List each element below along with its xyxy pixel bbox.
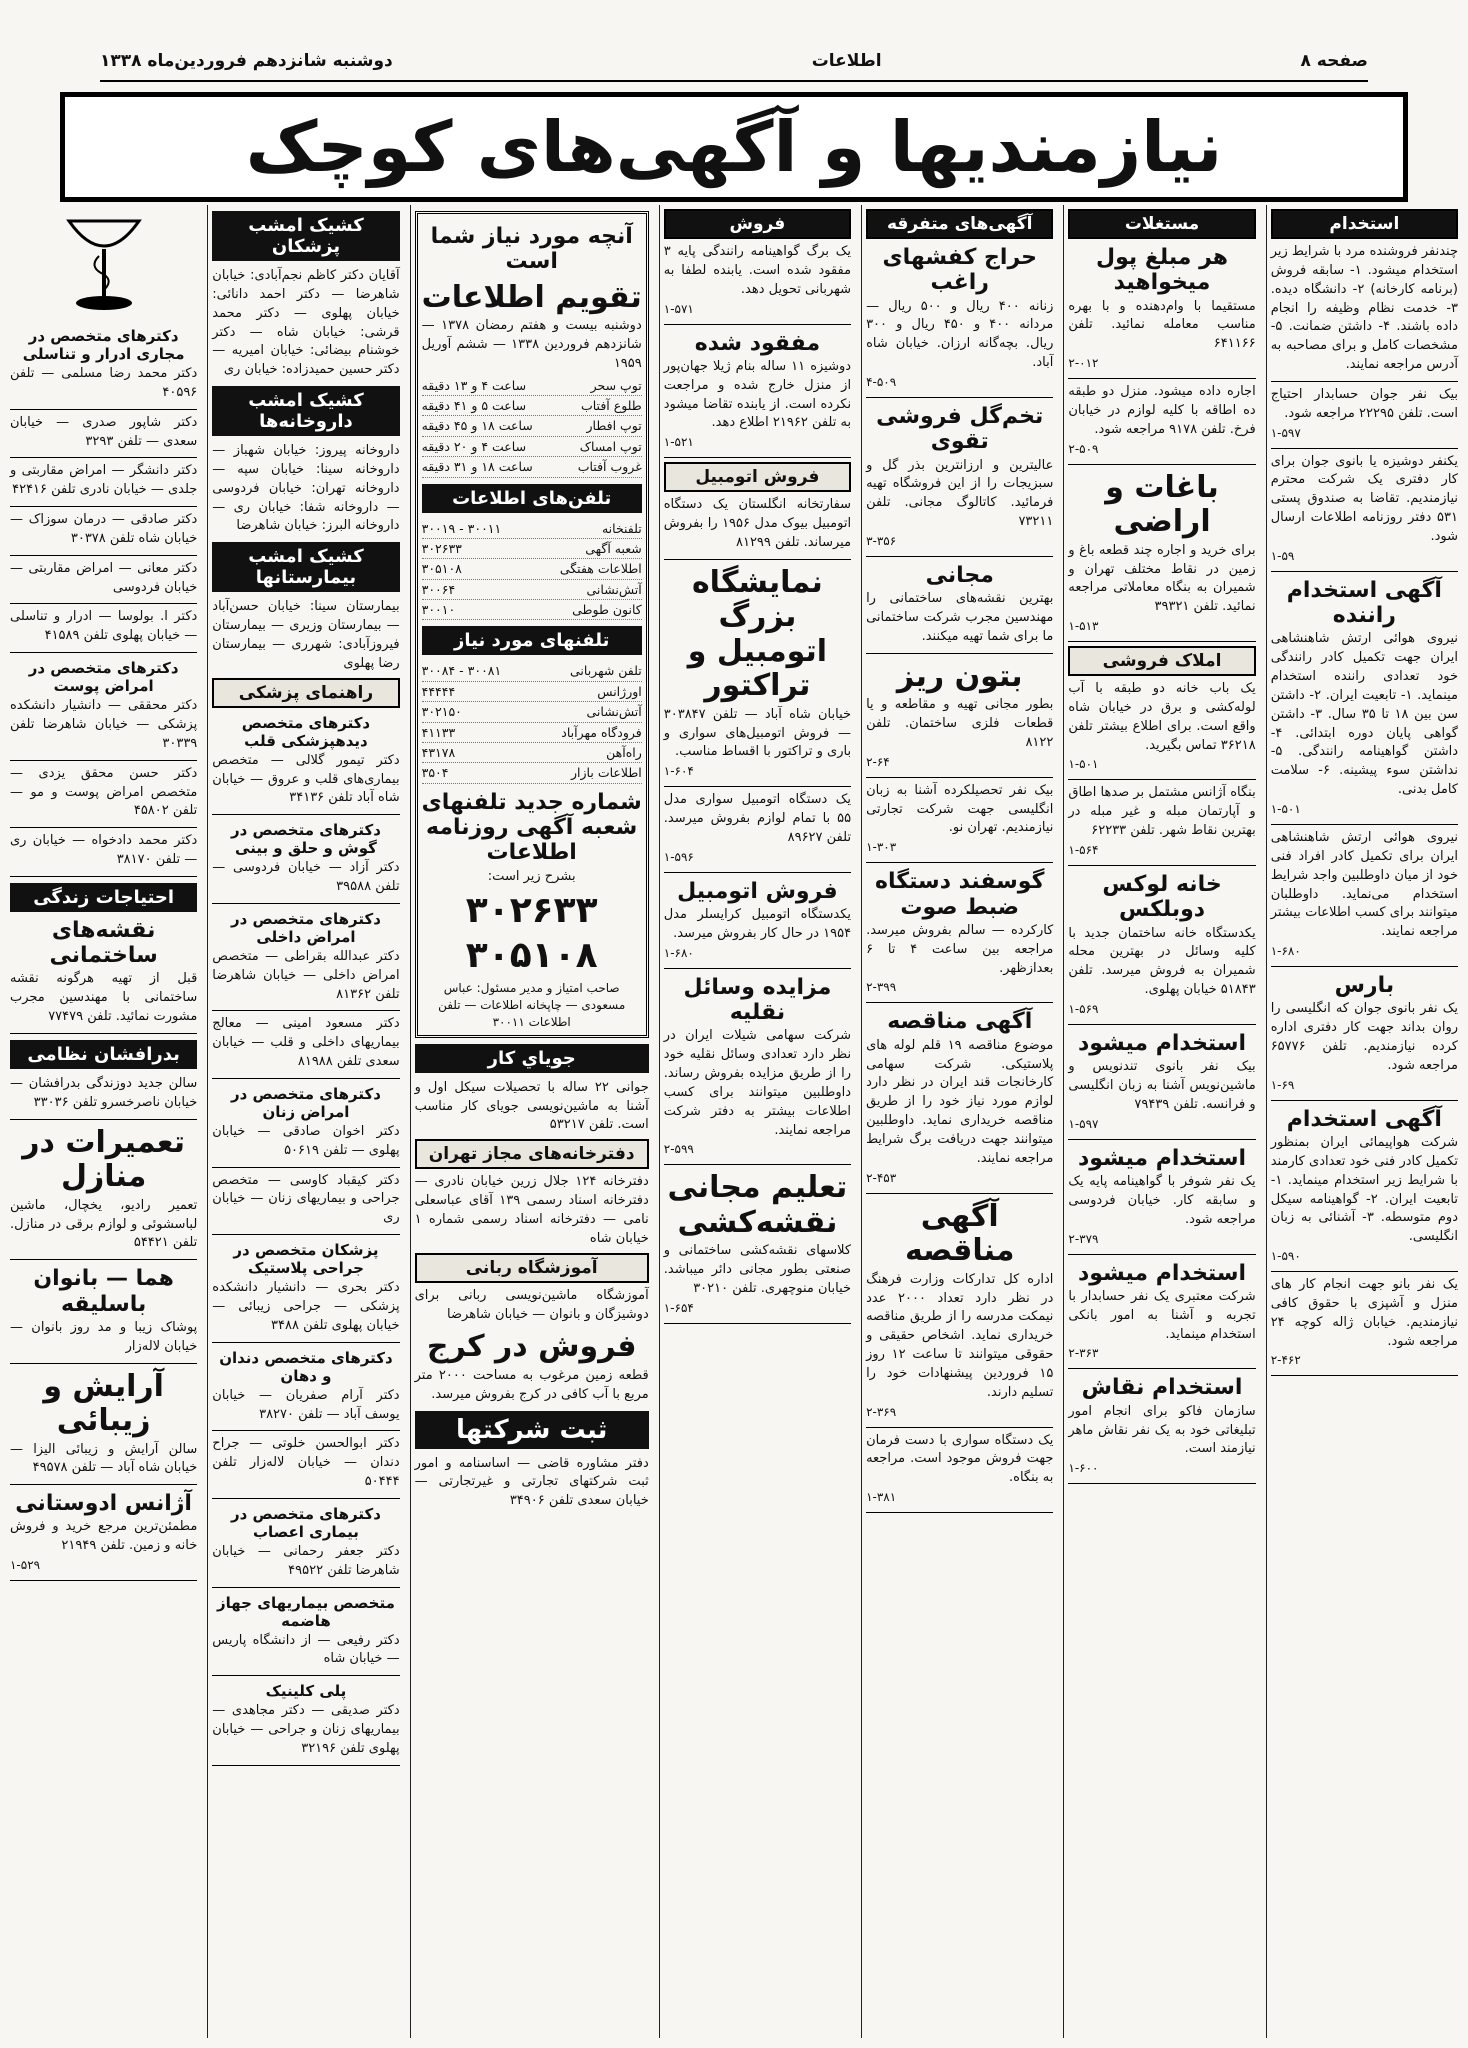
time-row: توپ سحر ساعت ۴ و ۱۳ دقیقه xyxy=(422,376,642,396)
ad-body: بیک نفر تحصیلکرده آشنا به زبان انگلیسی جهت شرکت تجارتی نیازمندیم. تهران نو. xyxy=(866,782,1054,836)
pharmacies-body: داروخانه پیروز: خیابان شهباز — داروخانه سینا: خیابان سپه — داروخانه تهران: خیابان فردوسی — داروخانه شفا: خیابان ری — داروخانه البرز: خیابان شاهرضا xyxy=(212,443,400,534)
ad-title: آگهی استخدام راننده xyxy=(1286,577,1442,629)
job-seekers-heading: جوياي كار xyxy=(415,1044,649,1073)
ad-code: ۳-۳۵۶ xyxy=(866,533,897,548)
ad-body: پوشاک زیبا و مد روز بانوان — خیابان لاله‌زار xyxy=(9,1319,198,1354)
ad-code: ۲-۴۵۳ xyxy=(866,1170,897,1185)
doctor-ad xyxy=(212,1594,399,1677)
ad-body: یکنفر دوشیزه یا بانوی جوان برای کار دفتری یک شرکت محترم نیازمندیم. تقاضا به صندوق پستی ۵۳۱ دفتر روزنامه اطلاعات ارسال شود. xyxy=(1270,453,1458,544)
issue-date: دوشنبه شانزدهم فروردین‌ماه ۱۳۳۸ xyxy=(100,51,393,71)
ad-body: خیابان شاه آباد — تلفن ۳۰۳۸۴۷ — فروش اتومبیل‌های سواری و باری و تراکتور با اقساط مناسب. xyxy=(663,706,852,760)
ad-body: دکتر دانشگر — امراض مقاربتی و جلدی — خیابان نادری تلفن ۴۲۴۱۶ xyxy=(9,463,198,498)
ad-body: کلاسهای نقشه‌کشی ساختمانی و صنعتی بطور مجانی دائر میباشد. خیابان منوچهری. تلفن ۳۰۲۱۰ xyxy=(663,1243,852,1297)
doctor-ad xyxy=(10,511,197,556)
ad-body: بیک نفر جوان حسابدار احتیاج است. تلفن ۲۲۲۹۵ مراجعه شود. xyxy=(1270,386,1458,421)
ad-code: ۲-۰۱۲ xyxy=(1068,356,1099,371)
ad-code: ۱-۳۸۱ xyxy=(866,1490,897,1505)
ad-body: شرکت هواپیمائی ایران بمنظور تکمیل کادر فنی خود تعدادی کارمند با شرایط زیر استخدام مینماید. ۱- تابعیت ایران. ۲- گواهینامه سیکل دوم متوسطه. ۳- آشنائی به زبان انگلیسی. xyxy=(1270,1135,1458,1245)
publisher-note: صاحب امتیاز و مدیر مسئول: عباس مسعودی — چاپخانه اطلاعات — تلفن اطلاعات ۳۰۰۱۱ xyxy=(438,981,626,1029)
ad-code: ۱-۵۰۱ xyxy=(1270,802,1301,816)
doctor-category: دکترهای متخصص دیدهپزشکی قلب xyxy=(241,713,371,750)
phone-row: آتش‌نشانی ۳۰۲۱۵۰ xyxy=(422,702,642,722)
classified-ad xyxy=(1271,386,1458,449)
ad-body: نیروی هوائی ارتش شاهنشاهی ایران جهت تکمیل کادر رانندگی خود تعدادی راننده استخدام مینماید. ۱- تابعیت ایران. ۲- داشتن سن بین ۱۸ تا ۳۵ سال. ۳- داشتن گواهی پایان دوره ابتدائی. ۴- داشتن گواهینامه رانندگی. ۵- نداشتن سوء پیشینه. ۶- سلامت کامل بدنی. xyxy=(1270,631,1459,798)
ad-title: حراج کفشهای راغب xyxy=(882,245,1037,296)
registration-body: دفتر مشاوره قاضی — اساسنامه و امور ثبت شرکتهای تجارتی و غیرتجارتی — خیابان سعدی تلفن ۳۴۹۰۶ xyxy=(414,1455,649,1509)
section-banner xyxy=(60,92,1408,202)
ad-body: زنانه ۴۰۰ ریال و ۵۰۰ ریال — مردانه ۴۰۰ و ۴۵۰ ریال و ۳۰۰ ریال. بچه‌گانه ارزان. خیابان شاه آباد. xyxy=(866,298,1054,371)
time-row: طلوع آفتاب ساعت ۵ و ۴۱ دقیقه xyxy=(422,396,642,416)
classified-ad xyxy=(1068,383,1255,465)
ad-body: یکدستگاه خانه ساختمان جدید با کلیه وسائل در بهترین محله شمیران به فروش میرسد. تلفن ۵۱۸۴۳ خیابان پهلوی. xyxy=(1068,925,1256,998)
ad-body: دکتر محمد دادخواه — خیابان ری — تلفن ۳۸۱۷۰ xyxy=(9,833,198,868)
classified-ad xyxy=(1068,1261,1255,1370)
doctor-category: پلی کلینیک xyxy=(265,1682,347,1701)
classified-ad xyxy=(866,782,1053,864)
ad-body: دکتر اخوان صادقی — خیابان پهلوی — تلفن ۵۰۶۱۹ xyxy=(212,1123,400,1158)
ad-body: سالن آرایش و زیبائی الیزا — خیابان شاه آباد — تلفن ۴۹۵۷۸ xyxy=(9,1441,198,1476)
newspaper-phones xyxy=(422,519,642,621)
doctor-ad xyxy=(212,910,399,1012)
column-employment xyxy=(1266,205,1462,2038)
ad-body: بطور مجانی تهیه و مقاطعه و یا قطعات فلزی ساختمان. تلفن ۸۱۲۲ xyxy=(866,697,1054,750)
doctor-ad xyxy=(212,821,399,904)
ad-title: نقشه‌های ساختمانی xyxy=(49,917,158,969)
ad-body: بیک نفر بانوی تندنویس و ماشین‌نویس آشنا به زبان انگلیسی و فرانسه. تلفن ۷۹۴۳۹ xyxy=(1068,1059,1256,1112)
ad-code: ۱-۵۹ xyxy=(1270,548,1295,563)
ad-code: ۱-۶۵۴ xyxy=(663,1300,694,1315)
classified-ad xyxy=(1271,973,1458,1101)
phone-row: راه‌آهن ۴۳۱۷۸ xyxy=(422,743,642,763)
school-heading: آموزشگاه ربانی xyxy=(415,1253,649,1283)
ad-code: ۴-۵۰۹ xyxy=(866,374,897,389)
columns xyxy=(6,205,1462,2038)
ad-body: شرکت معتبری یک نفر حسابدار با تجربه و آشنا به امور بانکی استخدام مینماید. xyxy=(1068,1288,1256,1342)
phone-number-2: ۳۰۵۱۰۸ xyxy=(465,935,598,977)
ad-body: سازمان فاکو برای انجام امور تبلیغاتی خود به یک نفر نقاش ماهر نیازمند است. xyxy=(1068,1403,1256,1457)
ad-body: چندنفر فروشنده مرد با شرایط زیر استخدام میشود. ۱- سابقه فروش (برنامه کارخانه) ۲- دانشگاه دیده. ۳- خدمت نظام وظیفه را انجام داده باشند. ۴- داشتن ضمانت. ۵- مشخصات کامل و برای مصاحبه به آدرس مراجعه نمایند. xyxy=(1270,244,1458,373)
school-body: آموزشگاه ماشین‌نویسی ربانی برای دوشیزگان و بانوان — خیابان شاهرضا xyxy=(414,1287,649,1322)
classified-ad xyxy=(1271,1276,1458,1376)
ad-title: استخدام میشود xyxy=(1077,1030,1247,1056)
phone-number-1: ۳۰۲۶۳۳ xyxy=(465,890,598,932)
ad-body: مطمئن‌ترین مرجع خرید و فروش خانه و زمین. تلفن ۲۱۹۴۹ xyxy=(9,1519,198,1554)
doctor-ad xyxy=(10,608,197,653)
ad-code: ۱-۳۰۳ xyxy=(866,840,897,855)
ad-title: آگهی مناقصه xyxy=(904,1198,1015,1269)
ad-title: آگهی استخدام xyxy=(1286,1106,1442,1132)
box-title: آنچه مورد نیاز شما است xyxy=(430,224,633,275)
doctor-ad xyxy=(212,1505,399,1588)
doctors-heading: کشیک امشب پزشکان xyxy=(212,211,399,261)
doctor-ad xyxy=(212,714,399,816)
ad-title: فروش اتومبیل xyxy=(677,878,838,904)
classified-ad xyxy=(866,869,1053,1003)
sub-section-heading: احتیاجات زندگی xyxy=(10,883,197,912)
new-numbers-note: بشرح زیر است: xyxy=(487,868,576,884)
ad-body: نیروی هوائی ارتش شاهنشاهی ایران برای تکمیل کادر افراد فنی خود از میان داوطلبین واجد شرایط استخدام می‌نماید. داوطلبان میتوانند برای کسب اطلاعات بیشتر مراجعه نمایند. xyxy=(1270,830,1458,940)
needed-phones-heading: تلفنهای مورد نیاز xyxy=(422,626,642,655)
ad-body: یکدستگاه اتومبیل کرایسلر مدل ۱۹۵۴ در حال کار بفروش میرسد. xyxy=(663,907,852,941)
phones-heading: تلفن‌های اطلاعات xyxy=(422,484,642,513)
ad-title: آرایش و زیبائی xyxy=(43,1368,164,1438)
phone-row: تلفن شهربانی ۳۰۰۸۱ - ۳۰۰۸۴ xyxy=(422,661,642,681)
classified-ad xyxy=(664,791,851,873)
doctors-body: آقایان دکتر کاظم نجم‌آبادی: خیابان شاهرضا — دکتر احمد دانائی: خیابان پهلوی — دکتر محمد قرشی: خیابان شاه — دکتر خوشنام بیضائی: خیابان امیریه — دکتر حسین حمیدزاده: خیابان ری xyxy=(212,268,400,378)
ad-body: سالن جدید دوزندگی بدرافشان — خیابان ناصرخسرو تلفن ۳۳۰۳۶ xyxy=(9,1076,198,1110)
classified-ad xyxy=(1068,471,1255,642)
pharmacies-heading: کشیک امشب داروخانه‌ها xyxy=(212,386,399,436)
ad-body: یک باب خانه دو طبقه با آب لوله‌کشی و برق در خیابان شاه واقع است. برای اطلاع بیشتر تلفن ۳۶۲۱۸ تماس بگیرید. xyxy=(1068,681,1256,753)
ad-body: شرکت سهامی شیلات ایران در نظر دارد تعدادی وسائل نقلیه خود را از طریق مزایده بفروش رساند. داوطلبین میتوانند برای کسب اطلاعات بیشتر به دفتر شرکت مراجعه نمایند. xyxy=(663,1028,852,1138)
phone-row: اطلاعات بازار ۳۵۰۴ xyxy=(422,763,642,783)
calendar-title: تقویم اطلاعات xyxy=(421,279,642,315)
doctor-ad xyxy=(212,1435,399,1499)
classified-ad xyxy=(866,1200,1053,1428)
registration-heading: ثبت شرکتها xyxy=(415,1411,649,1449)
ad-title: تعمیرات در منازل xyxy=(22,1124,186,1195)
doctor-ad xyxy=(10,462,197,507)
doctor-category: دکترهای متخصص در مجاری ادرار و تناسلی xyxy=(22,327,185,363)
ad-body: اجاره داده میشود. منزل دو طبقه ده اطاقه با کلیه لوازم در خیابان فرخ. تلفن ۹۱۷۸ مراجعه شود. xyxy=(1068,384,1256,437)
doctor-ad xyxy=(212,1085,399,1168)
goblet-icon xyxy=(29,211,179,321)
sell-heading: فروش در کرج xyxy=(426,1329,637,1365)
ad-code: ۲-۵۰۹ xyxy=(1068,441,1099,456)
phone-row: کانون طوطی ۳۰۰۱۰ xyxy=(422,600,642,620)
ad-code: ۲-۳۶۹ xyxy=(866,1404,897,1419)
column-misc xyxy=(861,205,1057,2038)
ad-title: مجانی xyxy=(925,562,994,588)
ad-body: یک نفر بانو جهت انجام کار های منزل و آشپزی با حقوق کافی نیازمندیم. خیابان ژاله کوچه ۲۴ مراجعه شود. xyxy=(1270,1277,1458,1349)
daily-info-box xyxy=(415,211,649,1038)
job-seekers-body: جوانی ۲۲ ساله با تحصیلات سیکل اول و آشنا به ماشین‌نویسی جویای کار مناسب است. تلفن ۵۳۲۱۷ xyxy=(414,1079,649,1133)
classified-ad xyxy=(1271,829,1458,967)
phone-row: شعبه آگهی ۳۰۲۶۳۳ xyxy=(422,539,642,559)
classified-ad xyxy=(866,1009,1053,1193)
hospitals-heading: کشیک امشب بیمارستانها xyxy=(212,542,399,592)
ad-body: یک نفر شوفر با گواهینامه پایه یک و سابقه کار. خیابان فردوسی مراجعه شود. xyxy=(1068,1174,1256,1227)
ad-code: ۱-۵۱۳ xyxy=(1068,619,1099,634)
classified-ad xyxy=(1068,784,1255,866)
ad-body: دکتر آزاد — خیابان فردوسی — تلفن ۳۹۵۸۸ xyxy=(212,860,400,895)
ad-body: دکتر صادقی — درمان سوزاک — خیابان شاه تلفن ۳۰۳۷۸ xyxy=(9,512,198,546)
classified-ad xyxy=(866,660,1053,778)
classified-ad xyxy=(664,1171,851,1324)
ad-body: تعمیر رادیو، یخچال، ماشین لباسشوئی و لوازم برقی در منازل. تلفن ۵۴۴۲۱ xyxy=(9,1197,198,1251)
ad-code: ۱-۵۶۹ xyxy=(1068,1001,1099,1016)
sub-section-heading: املاک فروشی xyxy=(1068,646,1255,676)
sell-body: قطعه زمین مرغوب به مساحت ۲۰۰۰ متر مربع با آب کافی در کرج بفروش میرسد. xyxy=(414,1367,649,1402)
classified-ad xyxy=(664,243,851,325)
medical-guide-logo xyxy=(10,211,197,321)
ad-body: دکتر معانی — امراض مقاربتی — خیابان فردوسی xyxy=(9,560,198,595)
ad-body: دکتر رفیعی — از دانشگاه پاریس — خیابان شاه xyxy=(212,1632,400,1667)
ad-body: اداره کل تدارکات وزارت فرهنگ در نظر دارد تعداد ۲۰۰۰ عدد نیمکت مدرسه را از طریق مناقصه خریداری نماید. اشخاص حقیقی و حقوقی میتوانند تا ساعت ۱۲ روز ۱۵ فروردین پیشنهادات خود را تسلیم دارند. xyxy=(866,1271,1054,1400)
ad-body: دکتر شاپور صدری — خیابان سعدی — تلفن ۳۲۹۳ xyxy=(9,414,198,449)
ad-body: دکتر حسن محقق یزدی — متخصص امراض پوست و مو — تلفن ۴۵۸۰۲ xyxy=(9,765,198,819)
classified-ad xyxy=(664,975,851,1166)
doctor-ad xyxy=(10,659,197,761)
classified-ad xyxy=(664,462,851,560)
doctor-ad xyxy=(212,1015,399,1079)
classified-ad xyxy=(866,245,1053,398)
ad-code: ۲-۳۹۹ xyxy=(866,980,897,995)
classified-ad xyxy=(10,1266,197,1363)
ad-body: دکتر محققی — دانشیار دانشکده پزشکی — خیابان شاهرضا تلفن ۳۰۳۳۹ xyxy=(9,698,198,751)
ad-body: دکتر تیمور گلالی — متخصص بیماری‌های قلب و عروق — خیابان شاه آباد تلفن ۳۴۱۳۶ xyxy=(212,752,400,806)
ad-title: باغات و اراضی xyxy=(1105,469,1219,540)
notary-body: دفترخانه ۱۲۴ جلال زرین خیابان نادری — دفترخانه اسناد رسمی ۱۳۹ آقای عباسعلی نامی — دفترخانه اسناد رسمی شماره ۱ خیابان شاه xyxy=(414,1174,649,1246)
ad-code: ۲-۳۶۳ xyxy=(1068,1346,1099,1361)
ad-body: دکتر مسعود امینی — معالج بیماریهای داخلی و قلب — خیابان سعدی تلفن ۸۱۹۸۸ xyxy=(212,1016,400,1070)
classified-ad xyxy=(10,1040,197,1120)
column-sales xyxy=(659,205,855,2038)
classified-ad xyxy=(1068,646,1255,780)
banner-title: نیازمندیها و آگهی‌های کوچک xyxy=(245,106,1223,188)
classified-ad xyxy=(1271,243,1458,382)
ad-code: ۱-۵۷۱ xyxy=(663,301,694,316)
doctor-ad xyxy=(212,1241,399,1343)
phone-row: اورژانس ۴۴۴۴۴ xyxy=(422,682,642,702)
column-real-estate xyxy=(1063,205,1259,2038)
ad-title: استخدام نقاش xyxy=(1081,1375,1243,1401)
classified-ad xyxy=(1068,1375,1255,1484)
ad-code: ۲-۶۴ xyxy=(866,754,890,769)
ad-body: یک دستگاه سواری با دست فرمان جهت فروش موجود است. مراجعه به بنگاه. xyxy=(866,1432,1054,1486)
ad-body: دکتر کیقباد کاوسی — متخصص جراحی و بیماریهای زنان — خیابان ری xyxy=(212,1172,400,1226)
ad-title: نمایشگاه بزرگ اتومبیل و تراکتور xyxy=(687,564,828,704)
ad-body: کارکرده — سالم بفروش میرسد. مراجعه بین ساعت ۴ تا ۶ بعدازظهر. xyxy=(866,922,1054,976)
sub-section-heading: بدرافشان نظامی xyxy=(10,1040,197,1069)
doctor-ad xyxy=(212,1682,399,1766)
ad-body: عالیترین و ارزانترین بذر گل و سبزیجات را از این فروشگاه تهیه فرمائید. کاتالوگ مجانی. تلفن ۷۳۲۱۱ xyxy=(866,457,1054,530)
ad-title: تعلیم مجانی نقشه‌کشی xyxy=(667,1170,848,1240)
section-heading: راهنمای پزشکی xyxy=(212,678,399,708)
ad-title: تخم‌گل فروشی تقوی xyxy=(876,403,1044,455)
ad-body: بنگاه آژانس مشتمل بر صدها اطاق و آپارتمان مبله و غیر مبله در بهترین نقاط شهر. تلفن ۶۲۲۳۳ xyxy=(1068,785,1256,839)
classified-ad xyxy=(664,331,851,459)
doctor-ad xyxy=(10,765,197,829)
ad-title: استخدام میشود xyxy=(1077,1145,1247,1171)
new-numbers-title: شماره جدید تلفنهای شعبه آگهی روزنامه اطلاعات xyxy=(421,789,642,866)
notary-heading: دفترخانه‌های مجاز تهران xyxy=(415,1139,649,1169)
ad-body: دکتر صدیقی — دکتر مجاهدی — بیماریهای زنان و جراحی — خیابان پهلوی تلفن ۳۲۱۹۶ xyxy=(212,1703,400,1756)
ad-body: قبل از تهیه هرگونه نقشه ساختمانی با مهندسین مجرب مشورت نمائید. تلفن ۷۷۴۷۹ xyxy=(9,971,198,1025)
section-heading: آگهی‌های متفرقه xyxy=(866,209,1053,239)
classified-ad xyxy=(10,1491,197,1581)
ad-title: گوسفند دستگاه ضبط صوت xyxy=(875,869,1045,920)
ad-body: دکتر بحری — دانشیار دانشکده پزشکی — جراحی زیبائی — خیابان پهلوی تلفن ۳۴۸۸ xyxy=(212,1280,400,1333)
doctor-category: دکترهای متخصص در امراض زنان xyxy=(231,1084,381,1121)
page-number: صفحه ۸ xyxy=(1300,51,1368,71)
time-row: توپ افطار ساعت ۱۸ و ۴۵ دقیقه xyxy=(422,416,642,436)
ad-body: یک برگ گواهینامه رانندگی پایه ۳ مفقود شده است. یابنده لطفا به شهربانی تحویل دهد. xyxy=(663,244,852,297)
ad-title: آگهی مناقصه xyxy=(887,1009,1033,1035)
phone-row: تلفنخانه ۳۰۰۱۱ - ۳۰۰۱۹ xyxy=(422,519,642,539)
classified-ad xyxy=(1068,245,1255,379)
ad-code: ۱-۵۹۷ xyxy=(1068,1116,1099,1131)
section-heading: استخدام xyxy=(1271,209,1458,239)
classified-ad xyxy=(866,404,1053,557)
classified-ad xyxy=(664,566,851,788)
sub-section-heading: فروش اتومبیل xyxy=(664,462,851,492)
ad-code: ۱-۵۶۴ xyxy=(1068,842,1099,857)
ad-body: دوشیزه ۱۱ ساله بنام ژیلا جهان‌پور از منزل خارج شده و مراجعت نکرده است. از یابنده تقاضا میشود به تلفن ۲۱۹۶۲ اطلاع دهد. xyxy=(663,358,852,431)
doctor-category: دکترهای متخصص در امراض پوست xyxy=(28,659,179,696)
ad-code: ۱-۵۲۱ xyxy=(663,435,694,450)
time-row: توپ امساک ساعت ۴ و ۲۰ دقیقه xyxy=(422,437,642,457)
ad-body: دکتر آرام صفریان — خیابان یوسف آباد — تلفن ۳۸۲۷۰ xyxy=(212,1387,400,1422)
doctor-ad xyxy=(212,1349,399,1432)
ad-body: دکتر جعفر رحمانی — خیابان شاهرضا تلفن ۴۹۵۲۲ xyxy=(212,1543,400,1578)
phone-row: فرودگاه مهرآباد ۴۱۱۳۳ xyxy=(422,723,642,743)
ad-body: برای خرید و اجاره چند قطعه باغ و زمین در نقاط مختلف تهران و شمیران به بنگاه معاملاتی مراجعه نمائید. تلفن ۳۹۳۲۱ xyxy=(1068,542,1256,615)
column-medical-guide xyxy=(6,205,201,2038)
ad-body: دکتر ابوالحسن خلوتی — جراح دندان — خیابان لاله‌زار تلفن ۵۰۴۴۴ xyxy=(212,1436,400,1490)
ad-title: هر مبلغ پول میخواهید xyxy=(1096,245,1229,296)
ad-body: مستقیما با وام‌دهنده و با بهره مناسب معامله نمائید. تلفن ۶۴۱۱۶۶ xyxy=(1068,298,1256,352)
ad-code: ۱-۵۹۰ xyxy=(1270,1249,1301,1264)
needed-phones xyxy=(422,661,642,783)
ad-title: بارس xyxy=(1334,973,1395,999)
section-heading: فروش xyxy=(664,209,851,239)
ad-code: ۱-۶۸۰ xyxy=(1270,944,1301,959)
ad-code: ۱-۵۲۹ xyxy=(9,1558,41,1573)
classified-ad xyxy=(1271,453,1458,572)
ad-body: یک نفر بانوی جوان که انگلیسی را روان بداند جهت کار دفتری اداره کرده نیازمندیم. تلفن ۶۵۷۷۶ مراجعه شود. xyxy=(1270,1001,1458,1073)
ad-title: مزایده وسائل نقلیه xyxy=(683,974,832,1026)
doctor-ad xyxy=(10,560,197,605)
ad-code: ۲-۵۹۹ xyxy=(663,1142,694,1157)
ad-title: آژانس ادوستانی xyxy=(15,1491,192,1517)
ad-code: ۱-۵۰۱ xyxy=(1068,757,1099,772)
calendar-date: دوشنبه بیست و هفتم رمضان ۱۳۷۸ — شانزدهم فروردین ۱۳۳۸ — ششم آوریل ۱۹۵۹ xyxy=(421,318,642,371)
doctor-ad xyxy=(10,832,197,877)
phone-row: اطلاعات هفتگی ۳۰۵۱۰۸ xyxy=(422,559,642,579)
classified-ad xyxy=(866,1432,1053,1514)
ad-code: ۱-۶۰۰ xyxy=(1068,1461,1099,1476)
column-info xyxy=(410,205,653,2038)
paper-name: اطلاعات xyxy=(811,51,882,71)
ad-title: بتون ریز xyxy=(896,658,1023,694)
ad-body: یک دستگاه اتومبیل سواری مدل ۵۵ با تمام لوازم بفروش میرسد. تلفن ۸۹۶۲۷ xyxy=(663,792,852,845)
ad-title: هما — بانوان باسلیقه xyxy=(33,1266,174,1317)
classified-ad xyxy=(1068,1146,1255,1255)
ad-title: مفقود شده xyxy=(694,330,821,356)
ad-body: موضوع مناقصه ۱۹ قلم لوله های پلاستیکی. شرکت سهامی کارخانجات قند ایران در نظر دارد لوازم مورد نیاز خود را از طریق مناقصه خریداری نماید. داوطلبین میتوانند جهت دریافت برگ شرایط مراجعه نمایند. xyxy=(866,1037,1054,1166)
ad-code: ۱-۵۹۷ xyxy=(1270,425,1301,440)
doctor-category: دکترهای متخصص دندان و دهان xyxy=(219,1348,393,1385)
ad-body: دکتر ا. بولوسا — ادرار و تناسلی — خیابان پهلوی تلفن ۴۱۵۸۹ xyxy=(9,609,198,644)
doctor-ad xyxy=(212,1172,399,1236)
ad-body: دکتر محمد رضا مسلمی — تلفن ۴۰۵۹۶ xyxy=(9,366,198,400)
section-heading: مستغلات xyxy=(1068,209,1255,239)
doctor-category: پزشکان متخصص در جراحی پلاستیک xyxy=(233,1241,379,1278)
column-on-duty xyxy=(207,205,403,2038)
classified-ad xyxy=(1271,578,1458,825)
ad-code: ۲-۳۷۹ xyxy=(1068,1231,1099,1246)
classified-ad xyxy=(10,1370,197,1486)
doctor-ad xyxy=(10,327,197,410)
prayer-times xyxy=(422,376,642,478)
ad-code: ۱-۶۰۴ xyxy=(663,764,694,779)
ad-body: دکتر عبدالله بقراطی — متخصص امراض داخلی — خیابان شاهرضا تلفن ۸۱۳۶۲ xyxy=(212,948,400,1002)
classified-ad xyxy=(1068,1031,1255,1140)
ad-title: خانه لوکس دوبلکس xyxy=(1102,871,1222,923)
ad-code: ۱-۵۹۶ xyxy=(663,849,694,864)
classified-ad xyxy=(10,1126,197,1261)
time-row: غروب آفتاب ساعت ۱۸ و ۳۱ دقیقه xyxy=(422,457,642,477)
ad-body: بهترین نقشه‌های ساختمانی را مهندسین مجرب شرکت ساختمانی ما برای شما تهیه میکنند. xyxy=(866,591,1054,644)
doctor-category: دکترهای متخصص در امراض داخلی xyxy=(231,909,381,946)
doctor-category: دکترهای متخصص در بیماری اعصاب xyxy=(231,1504,381,1541)
ad-code: ۲-۴۶۲ xyxy=(1270,1353,1301,1368)
classified-ad xyxy=(10,883,197,1034)
ad-code: ۱-۶۸۰ xyxy=(663,945,694,960)
ad-code: ۱-۶۹ xyxy=(1270,1077,1295,1092)
ad-title: استخدام میشود xyxy=(1077,1260,1247,1286)
hospitals-body: بیمارستان سینا: خیابان حسن‌آباد — بیمارستان وزیری — بیمارستان فیروزآبادی: شهرری — بیمارستان رضا پهلوی xyxy=(212,599,400,671)
phone-row: آتش‌نشانی ۳۰۰۶۴ xyxy=(422,580,642,600)
classified-ad xyxy=(866,563,1053,654)
page-header xyxy=(100,42,1368,82)
doctor-ad xyxy=(10,414,197,459)
classified-ad xyxy=(1068,872,1255,1025)
doctor-category: دکترهای متخصص در گوش و حلق و بینی xyxy=(231,821,381,858)
classified-ad xyxy=(664,879,851,969)
classified-ad xyxy=(1271,1107,1458,1272)
ad-body: سفارتخانه انگلستان یک دستگاه اتومبیل بیوک مدل ۱۹۵۶ را بفروش میرساند. تلفن ۸۱۲۹۹ xyxy=(663,497,852,550)
doctor-category: متخصص بیماریهای جهاز هاضمه xyxy=(217,1593,395,1630)
